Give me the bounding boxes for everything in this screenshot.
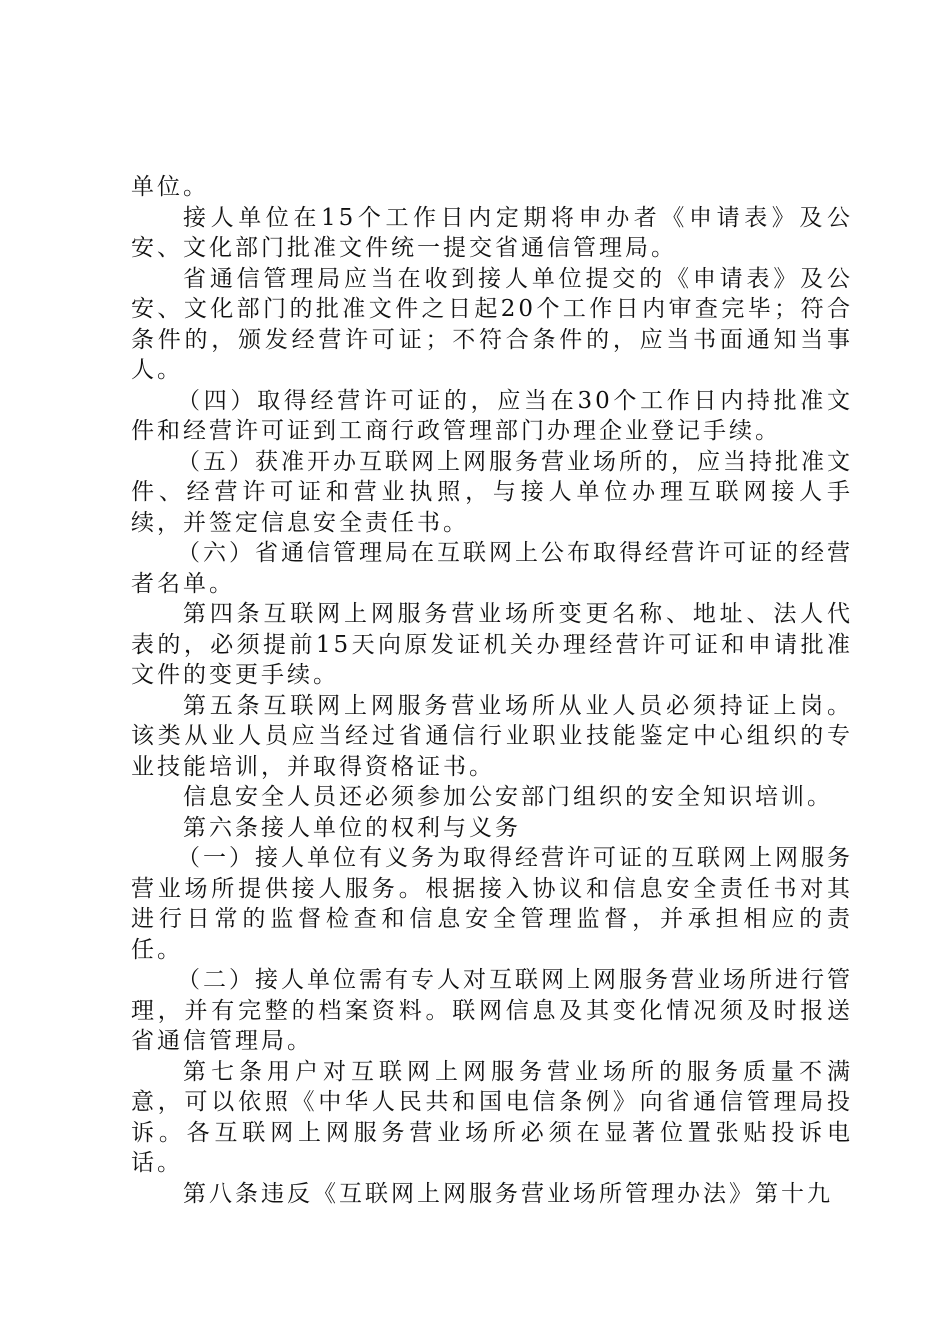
paragraph-14: 第八条违反《互联网上网服务营业场所管理办法》第十九 [183, 1180, 833, 1207]
paragraph-10: 第六条接人单位的权利与义务 [183, 814, 521, 841]
paragraph-12: （二）接人单位需有专人对互联网上网服务营业场所进行管理，并有完整的档案资料。联网信息及其变化情况须及时报送省通信管理局。 [131, 967, 853, 1054]
paragraph-5: （五）获准开办互联网上网服务营业场所的，应当持批准文件、经营许可证和营业执照，与接人单位办理互联网接人手续，并签定信息安全责任书。 [131, 448, 853, 536]
paragraph-11: （一）接人单位有义务为取得经营许可证的互联网上网服务营业场所提供接人服务。根据接入协议和信息安全责任书对其进行日常的监督检查和信息安全管理监督，并承担相应的责任。 [131, 845, 853, 963]
paragraph-1: 单位。 [131, 174, 209, 200]
document-body [131, 172, 853, 1209]
paragraph-6: （六）省通信管理局在互联网上公布取得经营许可证的经营者名单。 [131, 540, 853, 597]
paragraph-4: （四）取得经营许可证的，应当在30个工作日内持批准文件和经营许可证到工商行政管理部门办理企业登记手续。 [131, 387, 853, 444]
paragraph-13: 第七条用户对互联网上网服务营业场所的服务质量不满意，可以依照《中华人民共和国电信条例》向省通信管理局投诉。各互联网上网服务营业场所必须在显著位置张贴投诉电话。 [131, 1058, 853, 1176]
paragraph-8: 第五条互联网上网服务营业场所从业人员必须持证上岗。该类从业人员应当经过省通信行业职业技能鉴定中心组织的专业技能培训，并取得资格证书。 [131, 692, 853, 780]
paragraph-7: 第四条互联网上网服务营业场所变更名称、地址、法人代表的，必须提前15天向原发证机关办理经营许可证和申请批准文件的变更手续。 [131, 601, 853, 688]
paragraph-3: 省通信管理局应当在收到接人单位提交的《申请表》及公安、文化部门的批准文件之日起20个工作日内审查完毕；符合条件的，颁发经营许可证；不符合条件的，应当书面通知当事人。 [131, 265, 853, 383]
paragraph-9: 信息安全人员还必须参加公安部门组织的安全知识培训。 [183, 784, 833, 810]
paragraph-2: 接人单位在15个工作日内定期将申办者《申请表》及公安、文化部门批准文件统一提交省通信管理局。 [131, 204, 853, 261]
